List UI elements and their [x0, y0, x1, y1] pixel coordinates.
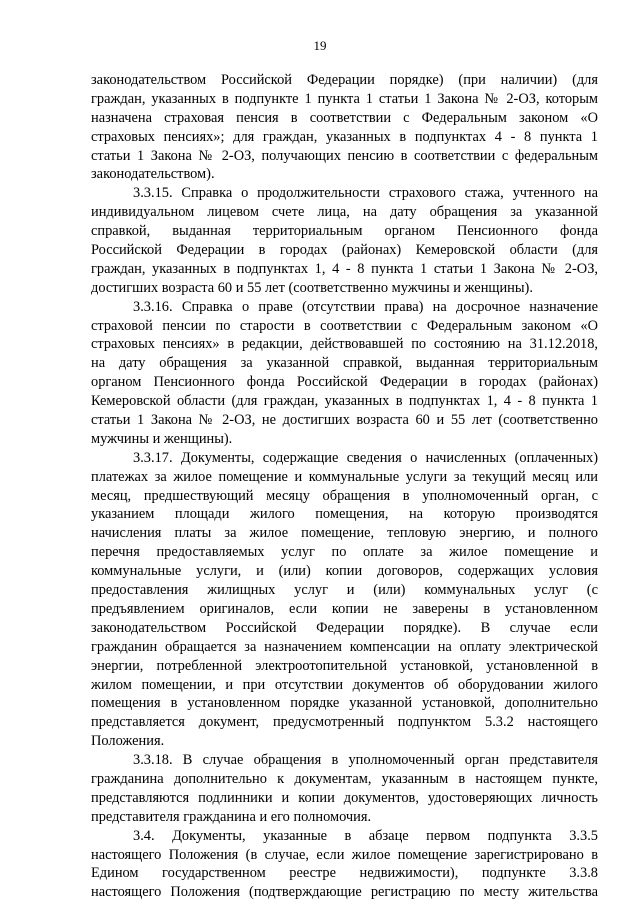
text-line: 3.3.18. В случае обращения в уполномоченный орган представителя — [133, 752, 598, 769]
page-number: 19 — [313, 38, 327, 53]
text-line: Российской Федерации в городах (районах) Кемеровской области (для — [91, 242, 598, 259]
text-line: граждан, указанных в подпунктах 1, 4 - 8 пункта 1 статьи 1 Закона № 2-ОЗ, — [91, 260, 598, 277]
text-line: 3.3.17. Документы, содержащие сведения о начисленных (оплаченных) — [133, 449, 598, 466]
text-line: предоставления жилищных услуг и (или) коммунальных услуг (с — [91, 582, 598, 599]
text-line: предъявлением оригиналов, если копии не заверены в установленном — [91, 600, 598, 617]
text-line: мужчины и женщины). — [91, 430, 233, 447]
text-line: платежах за жилое помещение и коммунальные услуги за текущий месяц или — [91, 468, 598, 485]
text-line: Кемеровской области (для граждан, указанных в подпунктах 1, 4 - 8 пункта 1 — [91, 393, 598, 410]
text-line: статьи 1 Закона № 2-ОЗ, получающих пенсию в соответствии с федеральным — [91, 147, 598, 164]
text-line: справкой, выданная территориальным органом Пенсионного фонда — [91, 223, 598, 240]
text-line: статьи 1 Закона № 2-ОЗ, не достигших возраста 60 и 55 лет (соответственно — [91, 412, 598, 429]
text-line: 3.3.16. Справка о праве (отсутствии права) на досрочное назначение — [133, 298, 598, 315]
text-line: представляется документ, предусмотренный подпунктом 5.3.2 настоящего — [91, 714, 598, 731]
text-line: Положения. — [91, 733, 165, 750]
text-line: Едином государственном реестре недвижимости), подпункте 3.3.8 — [91, 865, 598, 882]
text-line: настоящего Положения (в случае, если жилое помещение зарегистрировано в — [91, 846, 598, 863]
text-line: гражданин обращается за назначением компенсации на оплату электрической — [91, 638, 598, 655]
text-line: 3.3.15. Справка о продолжительности страхового стажа, учтенного на — [133, 185, 598, 202]
text-line: месяц, предшествующий месяцу обращения в уполномоченный орган, с — [91, 487, 598, 504]
body-text — [91, 71, 598, 902]
text-line: страховой пенсии по старости в соответствии с Федеральным законом «О — [91, 317, 598, 334]
text-line: 3.4. Документы, указанные в абзаце первом подпункта 3.3.5 — [133, 827, 598, 844]
text-line: законодательством Российской Федерации порядке) (при наличии) (для — [91, 72, 598, 88]
text-line: начисления платы за жилое помещение, тепловую энергию, и полного — [91, 525, 598, 542]
text-line: представляются подлинники и копии документов, удостоверяющих личность — [91, 789, 598, 806]
text-line: настоящего Положения (подтверждающие регистрацию по месту жительства — [91, 884, 598, 901]
text-line: гражданина дополнительно к документам, указанным в настоящем пункте, — [91, 770, 598, 787]
text-line: страховых пенсиях» в редакции, действовавшей по состоянию на 31.12.2018, — [91, 336, 598, 353]
text-line: страховых пенсиях»; для граждан, указанных в подпунктах 4 - 8 пункта 1 — [91, 128, 598, 145]
text-line: жилом помещении, и при отсутствии документов об оборудовании жилого — [91, 676, 598, 693]
text-line: перечня предоставляемых услуг по оплате за жилое помещение и — [91, 544, 598, 561]
text-line: органом Пенсионного фонда Российской Федерации в городах (районах) — [91, 374, 598, 391]
text-line: энергии, потребленной электроотопительной установкой, установленной в — [91, 657, 598, 674]
text-line: указанием площади жилого помещения, на которую производятся — [91, 506, 598, 523]
text-line: на дату обращения за указанной справкой, выданная территориальным — [91, 355, 598, 372]
text-line: представителя гражданина и его полномочия. — [91, 808, 372, 825]
text-line: коммунальные услуги, и (или) копии договоров, содержащих условия — [91, 563, 598, 580]
text-line: достигших возраста 60 и 55 лет (соответственно мужчины и женщины). — [91, 279, 533, 296]
text-line: граждан, указанных в подпункте 1 пункта 1 статьи 1 Закона № 2-ОЗ, которым — [91, 90, 598, 107]
text-line: законодательством). — [91, 166, 215, 183]
text-line: законодательством Российской Федерации порядке). В случае если — [91, 619, 598, 636]
text-line: помещения в установленном порядке указанной установкой, дополнительно — [91, 695, 598, 712]
text-line: назначена страховая пенсия в соответствии с Федеральным законом «О — [91, 109, 598, 126]
text-line: индивидуальном лицевом счете лица, на дату обращения за указанной — [91, 204, 598, 221]
